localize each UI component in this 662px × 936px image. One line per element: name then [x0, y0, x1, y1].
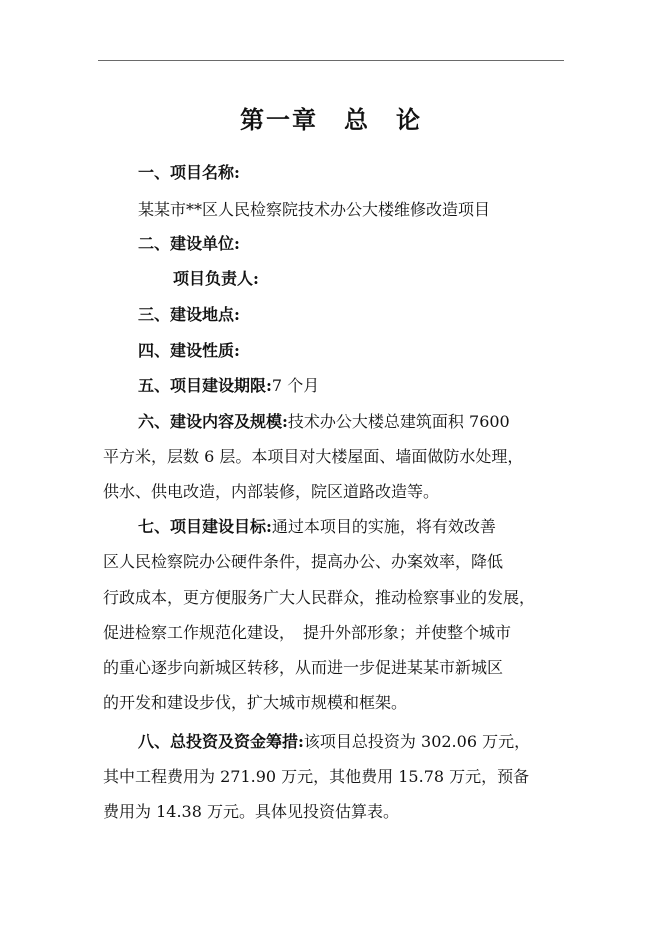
- section-scale-first-line: [138, 411, 510, 433]
- section-goal-first-line: [138, 516, 496, 538]
- chapter-word-1: 总: [344, 105, 370, 134]
- section-scale-heading: 六、建设内容及规模:: [138, 412, 288, 431]
- section-goal-line: 行政成本，更方便服务广大人民群众，推动检察事业的发展，: [103, 588, 536, 607]
- section-period-heading: 五、项目建设期限:: [138, 376, 272, 395]
- project-leader-heading: 项目负责人:: [173, 269, 259, 288]
- section-project-name-heading: 一、项目名称:: [138, 163, 240, 182]
- section-investment-text: 该项目总投资为 302.06 万元，: [303, 732, 531, 751]
- section-goal-line: 促进检察工作规范化建设， 提升外部形象；并使整个城市: [103, 623, 512, 642]
- section-period-text: 7 个月: [271, 376, 320, 395]
- section-scale-line: 平方米，层数 6 层。本项目对大楼屋面、墙面做防水处理，: [103, 447, 524, 466]
- section-location-heading: 三、建设地点:: [138, 305, 240, 324]
- section-nature-heading: 四、建设性质:: [138, 341, 240, 360]
- section-builder-heading: 二、建设单位:: [138, 234, 240, 253]
- section-investment-first-line: [138, 731, 530, 753]
- chapter-number: 第一章: [240, 105, 318, 134]
- project-name-text: 某某市**区人民检察院技术办公大楼维修改造项目: [138, 200, 491, 219]
- section-goal-line: 的开发和建设步伐，扩大城市规模和框架。: [103, 693, 408, 712]
- header-rule: [98, 60, 564, 61]
- section-period: [138, 375, 319, 397]
- section-goal-heading: 七、项目建设目标:: [138, 517, 272, 536]
- chapter-word-2: 论: [396, 105, 422, 134]
- section-scale-line: 供水、供电改造，内部装修，院区道路改造等。: [103, 482, 440, 501]
- section-goal-text: 通过本项目的实施，将有效改善: [271, 517, 496, 536]
- section-scale-text: 技术办公大楼总建筑面积 7600: [287, 412, 510, 431]
- section-investment-line: 费用为 14.38 万元。具体见投资估算表。: [103, 802, 399, 821]
- section-investment-heading: 八、总投资及资金筹措:: [138, 732, 304, 751]
- section-goal-line: 区人民检察院办公硬件条件，提高办公、办案效率，降低: [103, 552, 504, 571]
- section-investment-line: 其中工程费用为 271.90 万元，其他费用 15.78 万元，预备: [103, 767, 530, 786]
- section-goal-line: 的重心逐步向新城区转移，从而进一步促进某某市新城区: [103, 658, 504, 677]
- chapter-title: [0, 100, 662, 135]
